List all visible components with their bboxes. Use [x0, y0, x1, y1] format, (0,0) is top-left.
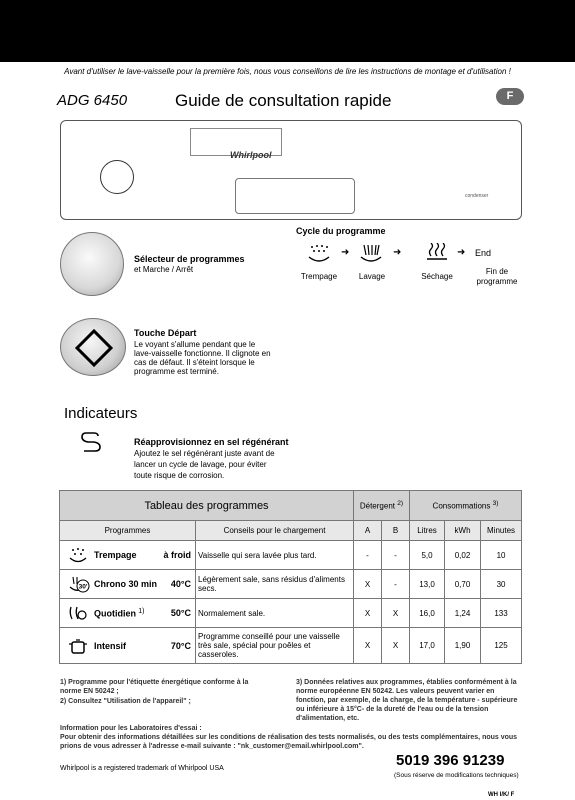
consumption-header: Consommations $^{3)}$ — [410, 491, 522, 521]
chrono-30-icon — [68, 575, 90, 593]
program-cell: 30' Chrono 30 min 40°C — [60, 570, 196, 599]
panel-brand-logo: Whirlpool — [230, 150, 272, 160]
model-number: ADG 6450 — [57, 92, 128, 109]
trademark-note: Whirlpool is a registered trademark of Whirlpool USA — [60, 765, 224, 772]
start-line-4: programme est terminé. — [134, 367, 219, 376]
soak-icon — [306, 243, 332, 263]
start-line-3: cas de défaut. Il s'éteint lorsque le — [134, 358, 255, 367]
top-black-band — [0, 0, 575, 62]
dry-icon — [424, 243, 450, 263]
wash-icon — [358, 243, 384, 263]
cycle-step-dry: Séchage — [421, 272, 453, 281]
table-row: 30' Chrono 30 min 40°C Légèrement sale, sans résidus d'aliments secs. X - 13,0 0,70 30 — [60, 570, 522, 599]
panel-condenser-logo: condenser — [465, 193, 489, 199]
start-title: Touche Départ — [134, 328, 197, 338]
start-button[interactable] — [60, 318, 126, 376]
cycle-arrow-1: ➜ — [341, 247, 350, 258]
cycle-step-end: Fin de programme — [476, 267, 518, 286]
col-a: A — [354, 521, 382, 541]
table-row: Intensif 70°C Programme conseillé pour une vaisselle très sale, spécial pour poêles et casseroles. X X 17,0 1,90 125 — [60, 628, 522, 664]
salt-line-3: toute risque de corrosion. — [134, 471, 225, 480]
salt-title: Réapprovisionnez en sel régénérant — [134, 437, 289, 447]
reference-code: WH I/K/ F — [488, 792, 515, 798]
document-code: 5019 396 91239 — [396, 752, 505, 769]
program-table — [59, 490, 522, 664]
salt-line-1: Ajoutez le sel régénérant juste avant de — [134, 449, 275, 458]
salt-refill-icon — [80, 432, 102, 452]
cycle-arrow-2: ➜ — [393, 247, 402, 258]
program-cell: Quotidien $^{1)}$ 50°C — [60, 599, 196, 628]
cycle-arrow-3: ➜ — [457, 247, 466, 258]
col-minutes: Minutes — [481, 521, 522, 541]
selector-subtitle: et Marche / Arrêt — [134, 265, 194, 274]
program-cell: Trempage à froid — [60, 541, 196, 570]
selector-title: Sélecteur de programmes — [134, 254, 245, 264]
daily-program-icon — [68, 604, 88, 622]
start-line-2: lave-vaisselle fonctionne. Il clignote en — [134, 349, 271, 358]
intensive-pot-icon — [68, 637, 88, 655]
labs-text: Pour obtenir des informations détaillées sur les conditions de réalisation des tests normalisés, ou des tests complémentaires, nous vous prions de vous adresser à l'adresse e-mail suivante : "nk_customer@email.whirlpool.com". — [60, 734, 518, 750]
cycle-step-soak: Trempage — [300, 272, 338, 281]
program-cell: Intensif 70°C — [60, 628, 196, 664]
intro-notice: Avant d'utiliser le lave-vaisselle pour la première fois, nous vous conseillons de lire les instructions de montage et d'utilisation ! — [64, 67, 511, 76]
indicators-title: Indicateurs — [64, 405, 138, 422]
salt-line-2: lancer un cycle de lavage, pour éviter — [134, 460, 267, 469]
detergent-header: Détergent $^{2)}$ — [354, 491, 410, 521]
footnote-3: 3) Données relatives aux programmes, établies conformément à la norme européenne EN 50242. Les valeurs peuvent varier en fonction, par exemple, de la charge, de la température - supérieure ou inférieure à 15°C- de la dureté de l'eau ou de la tension d'alimentation, etc. — [296, 679, 518, 722]
cycle-step-wash: Lavage — [358, 272, 386, 281]
col-programmes: Programmes — [60, 521, 196, 541]
cycle-title: Cycle du programme — [296, 226, 386, 236]
language-badge: F — [496, 88, 524, 105]
col-litres: Litres — [410, 521, 445, 541]
table-title: Tableau des programmes — [60, 491, 354, 521]
start-line-1: Le voyant s'allume pendant que le — [134, 340, 256, 349]
table-row: Trempage à froid Vaisselle qui sera lavée plus tard. - - 5,0 0,02 10 — [60, 541, 522, 570]
table-row: Quotidien $^{1)}$ 50°C Normalement sale. X X 16,0 1,24 133 — [60, 599, 522, 628]
labs-title: Information pour les Laboratoires d'essai : — [60, 725, 202, 732]
col-kwh: kWh — [445, 521, 481, 541]
footnote-2: 2) Consultez "Utilisation de l'appareil" ; — [60, 698, 191, 705]
svg-text:30': 30' — [78, 583, 88, 591]
panel-window — [235, 178, 355, 214]
program-selector-knob[interactable] — [60, 232, 124, 296]
col-conseils: Conseils pour le chargement — [196, 521, 354, 541]
page-title: Guide de consultation rapide — [175, 91, 392, 110]
footnote-1: 1) Programme pour l'étiquette énergétique conforme à la norme EN 50242 ; — [60, 679, 249, 695]
end-indicator: End — [475, 248, 492, 258]
technical-reserve-note: (Sous réserve de modifications techniques) — [394, 772, 519, 779]
col-b: B — [382, 521, 410, 541]
start-diamond-icon — [61, 319, 127, 377]
panel-knob — [100, 160, 134, 194]
soak-program-icon — [68, 546, 88, 564]
